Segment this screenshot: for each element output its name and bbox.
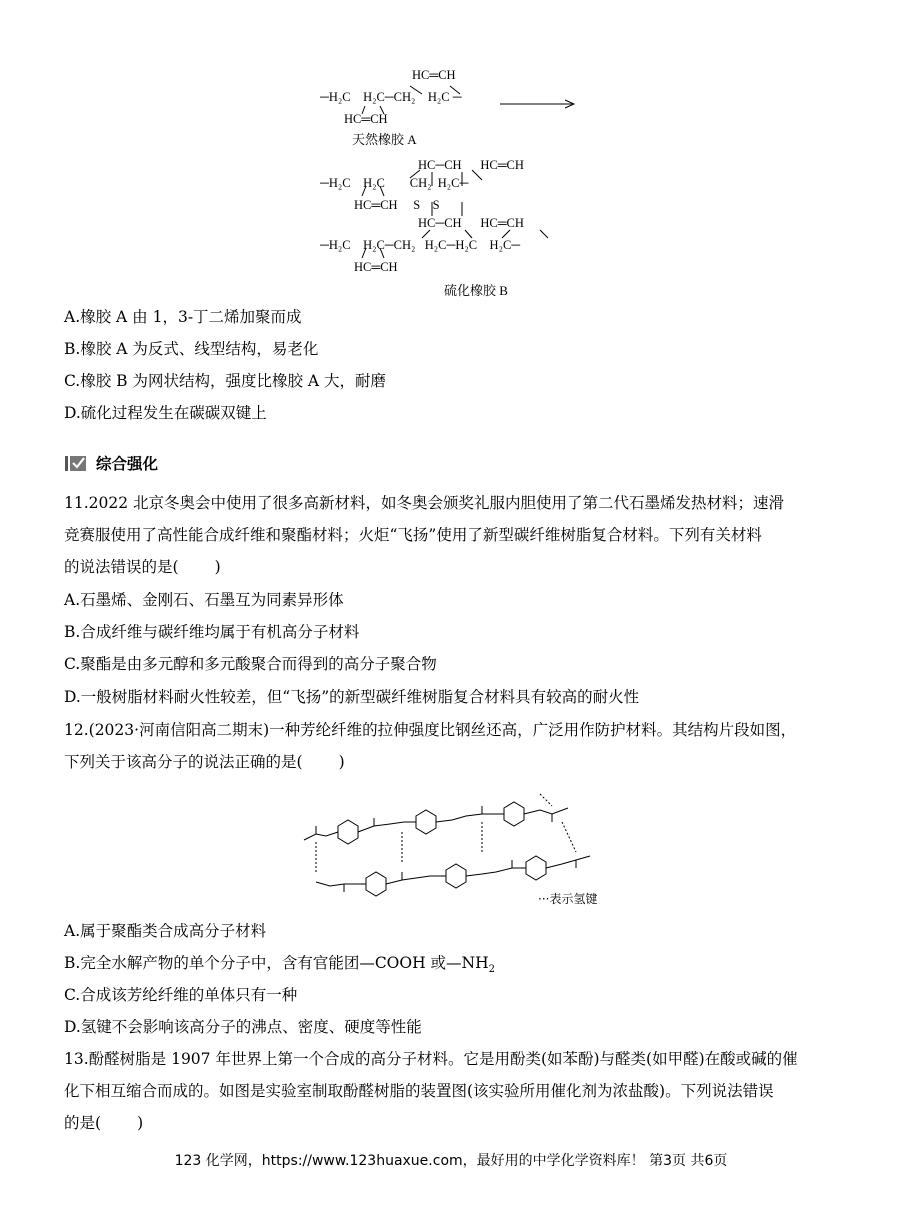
q13-stem-text: 的是( [64, 1114, 102, 1132]
rubber-b-figure [310, 150, 600, 300]
q11-stem-line2: 竞赛服使用了高性能合成纤维和聚酯材料；火炬“飞扬”使用了新型碳纤维树脂复合材料。下列有关材料 [64, 526, 762, 544]
rubber-b-row4: HC─CH HC═CH [418, 216, 524, 230]
q12-option-b [64, 953, 495, 980]
q11-option-b: B.合成纤维与碳纤维均属于有机高分子材料 [64, 623, 360, 641]
q12-stem-line1: 12.(2023·河南信阳高二期末)一种芳纶纤维的拉伸强度比钢丝还高，广泛用作防护材料。其结构片段如图， [64, 721, 797, 739]
q13-stem-line2: 化下相互缩合而成的。如图是实验室制取酚醛树脂的装置图(该实验所用催化剂为浓盐酸)。下列说法错误 [64, 1082, 774, 1100]
q10-option-c: C.橡胶 B 为网状结构，强度比橡胶 A 大，耐磨 [64, 372, 387, 390]
rubber-a-formula-mid: ─H₂C H₂C─CH₂ H₂C ─ [320, 90, 462, 104]
rubber-a-formula-bottom: HC═CH [344, 112, 388, 126]
rubber-b-row5: ─H₂C H₂C─CH₂ H₂C─H₂C H₂C─ [320, 238, 521, 252]
q11-stem-line1: 11.2022 北京冬奥会中使用了很多高新材料，如冬奥会颁奖礼服内胆使用了第二代石墨烯发热材料；速滑 [64, 494, 785, 512]
page-footer: 123 化学网，https://www.123huaxue.com，最好用的中学化学资料库！ 第3页 共6页 [174, 1153, 728, 1169]
rubber-b-row1: HC─CH HC═CH [418, 158, 524, 172]
q11-option-d: D.一般树脂材料耐火性较差，但“飞扬”的新型碳纤维树脂复合材料具有较高的耐火性 [64, 688, 640, 706]
q11-stem-close: ) [214, 558, 221, 576]
q10-option-a: A.橡胶 A 由 1，3-丁二烯加聚而成 [64, 308, 302, 326]
rubber-a-label: 天然橡胶 A [352, 132, 417, 147]
q12-stem-line2 [64, 752, 345, 772]
q12-option-b-text: B.完全水解产物的单个分子中，含有官能团—COOH 或—NH [64, 954, 489, 972]
q12-option-b-subscript: 2 [488, 964, 495, 976]
q13-stem-line3 [64, 1113, 143, 1133]
q12-option-c: C.合成该芳纶纤维的单体只有一种 [64, 986, 298, 1004]
q11-stem-text: 的说法错误的是( [64, 558, 179, 576]
section-checkmark-icon [64, 453, 88, 473]
aramid-figure [286, 786, 626, 910]
rubber-b-row2: ─H₂C H₂C CH₂ H₂C─ [320, 176, 469, 190]
q13-stem-close: ) [137, 1114, 144, 1132]
q11-option-a: A.石墨烯、金刚石、石墨互为同素异形体 [64, 591, 344, 609]
aramid-legend: ···表示氢键 [538, 892, 598, 906]
q12-stem-close: ) [338, 753, 345, 771]
q13-stem-line1: 13.酚醛树脂是 1907 年世界上第一个合成的高分子材料。它是用酚类(如苯酚)与醛类(如甲醛)在酸或碱的催 [64, 1050, 798, 1068]
q12-option-d: D.氢键不会影响该高分子的沸点、密度、硬度等性能 [64, 1018, 422, 1036]
section-title: 综合强化 [96, 455, 159, 473]
rubber-b-row3: HC═CH S S [354, 198, 440, 212]
rubber-a-formula-top: HC═CH [412, 68, 456, 82]
q11-stem-line3 [64, 557, 221, 577]
q12-stem-text: 下列关于该高分子的说法正确的是( [64, 753, 303, 771]
rubber-b-row6: HC═CH [354, 260, 398, 274]
q10-option-b: B.橡胶 A 为反式、线型结构，易老化 [64, 340, 319, 358]
q12-option-a: A.属于聚酯类合成高分子材料 [64, 922, 267, 940]
rubber-a-figure [310, 62, 600, 148]
q10-option-d: D.硫化过程发生在碳碳双键上 [64, 404, 267, 422]
section-header [64, 452, 158, 474]
rubber-b-label: 硫化橡胶 B [444, 283, 508, 298]
q11-option-c: C.聚酯是由多元醇和多元酸聚合而得到的高分子聚合物 [64, 655, 437, 673]
